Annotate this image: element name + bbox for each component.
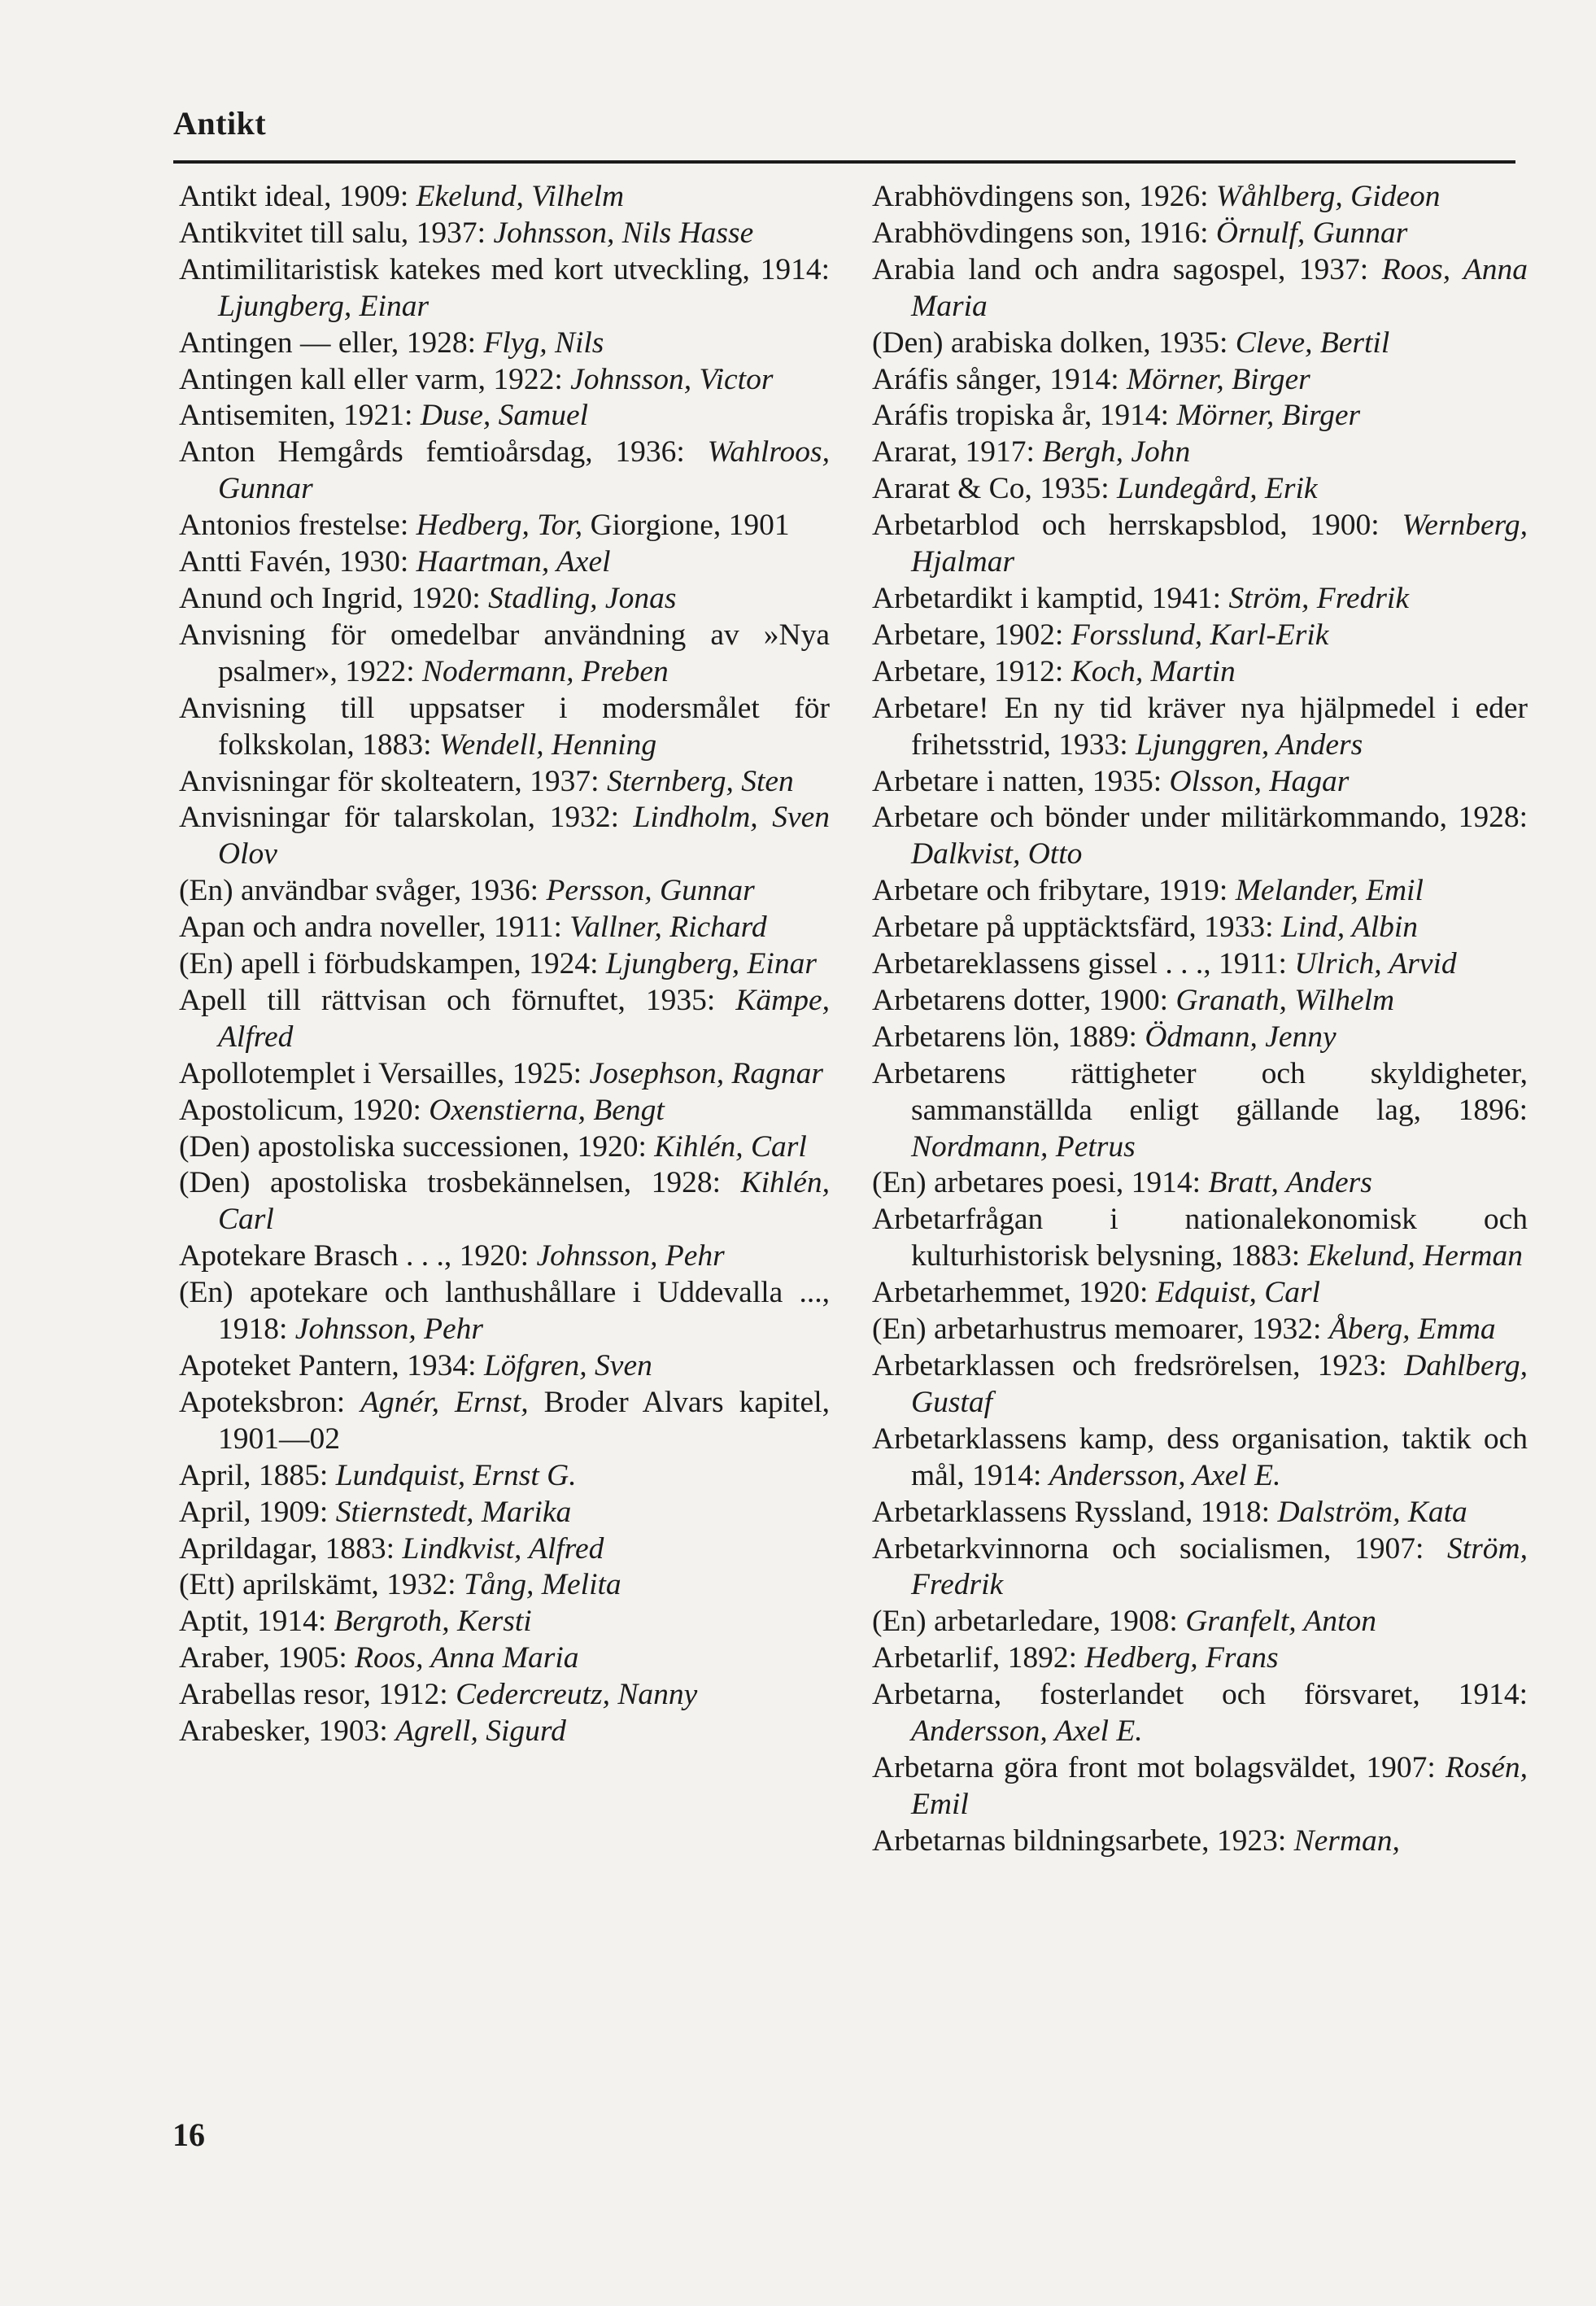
index-entry <box>872 1202 1528 1275</box>
entry-title: Apell till rättvisan och förnuftet, 1935: <box>179 983 736 1017</box>
entry-author: Rosén, Emil <box>911 1750 1528 1821</box>
index-entry <box>179 691 830 764</box>
index-entry <box>872 654 1528 691</box>
entry-author: Hedberg, Frans <box>1084 1641 1279 1675</box>
entry-title: Arbetarlif, 1892: <box>872 1641 1085 1675</box>
index-entry <box>179 1531 830 1568</box>
entry-title: Arbetarfrågan i nationalekonomisk och kulturhistorisk belysning, 1883: <box>872 1203 1528 1273</box>
entry-title: Anvisningar för skolteatern, 1937: <box>179 764 607 798</box>
index-entry <box>179 435 830 508</box>
entry-author: Mörner, Birger <box>1176 399 1361 433</box>
entry-title: (En) arbetarhustrus memoarer, 1932: <box>872 1312 1329 1347</box>
index-entry <box>179 1604 830 1640</box>
index-entry <box>872 179 1528 216</box>
index-entry <box>872 618 1528 654</box>
index-entry <box>872 1312 1528 1348</box>
entry-author: Nerman, <box>1293 1823 1400 1858</box>
entry-author: Forsslund, Karl-Erik <box>1071 618 1329 652</box>
entry-title: (Den) apostoliska trosbekännelsen, 1928: <box>179 1166 741 1200</box>
entry-author: Oxenstierna, Bengt <box>429 1093 665 1127</box>
entry-author: Wendell, Henning <box>438 727 657 762</box>
entry-title: Anton Hemgårds femtioårsdag, 1936: <box>179 435 708 469</box>
index-entry <box>179 362 830 399</box>
page-number: 16 <box>172 2116 205 2153</box>
entry-title: Aráfis tropiska år, 1914: <box>872 399 1177 433</box>
page-header: Antikt <box>173 105 267 142</box>
entry-author: Mörner, Birger <box>1127 362 1310 396</box>
entry-title: Apotekare Brasch . . ., 1920: <box>179 1239 537 1273</box>
entry-title: Anund och Ingrid, 1920: <box>179 581 489 615</box>
index-entry <box>179 252 830 325</box>
entry-tail: Broder Alvars kapitel, 1901—02 <box>218 1385 830 1456</box>
entry-author: Ljungberg, Einar <box>605 947 817 981</box>
index-entry <box>179 1714 830 1750</box>
index-entry <box>872 1422 1528 1495</box>
entry-author: Johnsson, Victor <box>570 362 774 396</box>
index-entry <box>872 508 1528 581</box>
entry-author: Roos, Anna Maria <box>355 1641 579 1675</box>
entry-title: (En) arbetarledare, 1908: <box>872 1605 1186 1639</box>
entry-author: Bergroth, Kersti <box>334 1605 532 1639</box>
index-entry <box>179 800 830 873</box>
index-entry <box>872 1495 1528 1531</box>
entry-title: Arbetarkvinnorna och socialismen, 1907: <box>872 1531 1448 1566</box>
entry-title: Ararat, 1917: <box>872 435 1043 469</box>
index-entry <box>179 398 830 435</box>
entry-author: Lindkvist, Alfred <box>402 1531 604 1566</box>
entry-author: Wåhlberg, Gideon <box>1215 180 1441 213</box>
entry-title: Antisemiten, 1921: <box>179 399 421 433</box>
entry-author: Olsson, Hagar <box>1169 764 1350 798</box>
entry-author: Bergh, John <box>1042 435 1191 469</box>
index-entry <box>872 216 1528 252</box>
entry-title: Antonios frestelse: <box>179 509 416 543</box>
entry-author: Persson, Gunnar <box>546 874 755 908</box>
index-entry <box>179 1677 830 1714</box>
index-entry <box>179 1238 830 1275</box>
entry-author: Josephson, Ragnar <box>589 1056 823 1090</box>
entry-title: Arbetare, 1902: <box>872 618 1071 652</box>
entry-author: Lundquist, Ernst G. <box>335 1458 577 1492</box>
entry-title: Aráfis sånger, 1914: <box>872 362 1127 396</box>
entry-title: (En) apotekare och lanthushållare i Uddevalla ..., 1918: <box>179 1276 830 1347</box>
entry-author: Dalkvist, Otto <box>911 837 1083 871</box>
index-entry <box>179 581 830 618</box>
entry-author: Johnsson, Pehr <box>294 1312 484 1347</box>
entry-title: Arbetarblod och herrskapsblod, 1900: <box>872 509 1402 543</box>
entry-author: Koch, Martin <box>1071 654 1236 688</box>
index-entry <box>179 873 830 910</box>
entry-author: Duse, Samuel <box>420 399 589 433</box>
entry-title: Antti Favén, 1930: <box>179 545 416 579</box>
entry-title: Apostolicum, 1920: <box>179 1093 430 1127</box>
entry-title: Arbetarklassens kamp, dess organisation, taktik och mål, 1914: <box>872 1422 1528 1492</box>
entry-author: Agrell, Sigurd <box>395 1714 566 1749</box>
entry-title: Aptit, 1914: <box>179 1605 334 1639</box>
entry-title: Arbetarna, fosterlandet och försvaret, 1914: <box>872 1678 1528 1712</box>
entry-title: Arabhövdingens son, 1926: <box>872 180 1216 213</box>
entry-title: Arbetare och bönder under militärkommando, 1928: <box>872 801 1528 835</box>
entry-author: Ekelund, Herman <box>1307 1239 1524 1273</box>
index-entry <box>179 618 830 691</box>
entry-title: Aprildagar, 1883: <box>179 1531 403 1566</box>
entry-title: Arbetardikt i kamptid, 1941: <box>872 581 1229 615</box>
index-entry <box>872 1348 1528 1422</box>
entry-title: Apan och andra noveller, 1911: <box>179 911 570 945</box>
entry-author: Ljungberg, Einar <box>218 289 430 323</box>
index-entry <box>179 1056 830 1093</box>
index-entry <box>179 1348 830 1385</box>
entry-title: (En) användbar svåger, 1936: <box>179 874 547 908</box>
entry-author: Johnsson, Pehr <box>536 1239 725 1273</box>
index-entry <box>179 1165 830 1238</box>
entry-author: Sternberg, Sten <box>606 764 794 798</box>
entry-author: Ulrich, Arvid <box>1294 947 1457 981</box>
entry-title: Arbetarens rättigheter och skyldigheter, sammanställda enligt gällande lag, 1896: <box>872 1056 1528 1127</box>
entry-author: Cedercreutz, Nanny <box>456 1678 698 1712</box>
entry-author: Löfgren, Sven <box>483 1349 652 1382</box>
index-entry <box>872 252 1528 325</box>
index-entry <box>872 873 1528 910</box>
index-entry <box>872 1531 1528 1605</box>
entry-title: Apoteksbron: <box>179 1385 361 1419</box>
entry-author: Flyg, Nils <box>483 325 604 360</box>
entry-title: Ararat & Co, 1935: <box>872 472 1117 506</box>
entry-title: April, 1909: <box>179 1495 336 1529</box>
entry-title: Antikt ideal, 1909: <box>179 180 416 213</box>
entry-title: Arbetarklassen och fredsrörelsen, 1923: <box>872 1349 1405 1382</box>
index-entry <box>872 691 1528 764</box>
entry-author: Melander, Emil <box>1235 874 1424 908</box>
entry-title: Arbetare, 1912: <box>872 654 1071 688</box>
index-entry <box>179 1458 830 1495</box>
index-entry <box>872 1020 1528 1056</box>
entry-author: Ström, Fredrik <box>911 1531 1528 1602</box>
entry-title: (En) arbetares poesi, 1914: <box>872 1166 1209 1200</box>
index-entry <box>872 1604 1528 1640</box>
entry-title: Araber, 1905: <box>179 1641 355 1675</box>
entry-title: Arbetarna göra front mot bolagsväldet, 1907: <box>872 1750 1446 1784</box>
index-entry <box>872 1165 1528 1202</box>
index-entry <box>872 946 1528 983</box>
entry-author: Johnsson, Nils Hasse <box>493 216 754 250</box>
entry-author: Nodermann, Preben <box>422 654 669 688</box>
entry-title: April, 1885: <box>179 1458 336 1492</box>
entry-author: Wernberg, Hjalmar <box>911 509 1528 579</box>
index-entry <box>872 362 1528 399</box>
index-entry <box>872 1640 1528 1677</box>
entry-author: Kihlén, Carl <box>654 1129 807 1164</box>
entry-author: Ström, Fredrik <box>1228 581 1409 615</box>
index-entry <box>179 983 830 1056</box>
entry-author: Kihlén, Carl <box>218 1166 830 1237</box>
entry-author: Nordmann, Petrus <box>911 1129 1136 1164</box>
entry-title: Anvisning till uppsatser i modersmålet för folkskolan, 1883: <box>179 691 830 762</box>
entry-author: Tång, Melita <box>463 1568 621 1602</box>
index-entry <box>179 764 830 801</box>
entry-title: Arbetarens lön, 1889: <box>872 1020 1145 1054</box>
entry-title: Anvisningar för talarskolan, 1932: <box>179 801 634 835</box>
index-entry <box>179 508 830 544</box>
entry-title: Arbetare i natten, 1935: <box>872 764 1170 798</box>
index-column-left <box>179 179 830 1750</box>
index-entry <box>872 1275 1528 1312</box>
index-entry <box>179 910 830 946</box>
entry-author: Ekelund, Vilhelm <box>416 180 625 213</box>
index-entry <box>872 398 1528 435</box>
entry-author: Cleve, Bertil <box>1235 325 1390 360</box>
entry-author: Dalström, Kata <box>1277 1495 1467 1529</box>
index-entry <box>872 764 1528 801</box>
entry-title: Arbetarens dotter, 1900: <box>872 983 1176 1017</box>
index-entry <box>179 1385 830 1458</box>
index-entry <box>872 910 1528 946</box>
entry-title: Apollotemplet i Versailles, 1925: <box>179 1056 590 1090</box>
entry-title: Arbetarklassens Ryssland, 1918: <box>872 1495 1278 1529</box>
entry-author: Stadling, Jonas <box>488 581 677 615</box>
header-rule <box>173 160 1515 164</box>
index-entry <box>872 983 1528 1020</box>
entry-author: Lindholm, Sven Olov <box>218 801 830 871</box>
index-entry <box>872 435 1528 471</box>
entry-tail: Giorgione, 1901 <box>582 509 790 543</box>
index-entry <box>872 1677 1528 1750</box>
index-entry <box>179 216 830 252</box>
index-entry <box>872 1823 1528 1860</box>
entry-title: Arbetare och fribytare, 1919: <box>872 874 1236 908</box>
entry-author: Lundegård, Erik <box>1117 472 1318 506</box>
entry-author: Dahlberg, Gustaf <box>911 1349 1528 1419</box>
entry-title: Apoteket Pantern, 1934: <box>179 1349 484 1382</box>
entry-title: Arbetare! En ny tid kräver nya hjälpmedel i eder frihetsstrid, 1933: <box>872 691 1528 762</box>
entry-author: Andersson, Axel E. <box>1049 1458 1281 1492</box>
index-entry <box>872 800 1528 873</box>
entry-title: Anvisning för omedelbar användning av »Nya psalmer», 1922: <box>179 618 830 688</box>
index-entry <box>179 1129 830 1166</box>
index-entry <box>872 581 1528 618</box>
entry-title: (Ett) aprilskämt, 1932: <box>179 1568 464 1602</box>
entry-title: (Den) arabiska dolken, 1935: <box>872 325 1236 360</box>
index-entry <box>179 1567 830 1604</box>
entry-author: Örnulf, Gunnar <box>1215 216 1408 250</box>
entry-author: Bratt, Anders <box>1208 1166 1372 1200</box>
entry-title: Arabellas resor, 1912: <box>179 1678 456 1712</box>
entry-title: Arabia land och andra sagospel, 1937: <box>872 252 1382 286</box>
entry-author: Roos, Anna Maria <box>911 252 1528 323</box>
index-entry <box>179 1275 830 1348</box>
index-column-right <box>872 179 1528 1860</box>
index-entry <box>872 1056 1528 1166</box>
index-entry <box>179 179 830 216</box>
entry-title: Arbetare på upptäcktsfärd, 1933: <box>872 911 1281 945</box>
entry-title: Antingen — eller, 1928: <box>179 325 484 360</box>
entry-title: Antimilitaristisk katekes med kort utveckling, 1914: <box>179 252 830 286</box>
index-entry <box>179 946 830 983</box>
entry-title: Arbetarnas bildningsarbete, 1923: <box>872 1823 1294 1858</box>
entry-author: Edquist, Carl <box>1155 1276 1320 1310</box>
entry-author: Andersson, Axel E. <box>911 1714 1143 1749</box>
entry-author: Granfelt, Anton <box>1185 1605 1376 1639</box>
entry-author: Ödmann, Jenny <box>1145 1020 1337 1054</box>
entry-title: Antikvitet till salu, 1937: <box>179 216 494 250</box>
entry-author: Åberg, Emma <box>1328 1312 1496 1347</box>
entry-author: Stiernstedt, Marika <box>335 1495 572 1529</box>
entry-title: Arbetareklassens gissel . . ., 1911: <box>872 947 1295 981</box>
index-entry <box>872 325 1528 362</box>
entry-author: Hedberg, Tor, <box>416 509 583 543</box>
index-entry <box>179 325 830 362</box>
entry-author: Wahlroos, Gunnar <box>218 435 830 506</box>
entry-author: Haartman, Axel <box>416 545 611 579</box>
entry-author: Lind, Albin <box>1280 911 1419 945</box>
entry-author: Ljunggren, Anders <box>1136 727 1363 762</box>
entry-title: Arabesker, 1903: <box>179 1714 396 1749</box>
index-entry <box>872 1750 1528 1823</box>
entry-title: Arabhövdingens son, 1916: <box>872 216 1216 250</box>
entry-title: Antingen kall eller varm, 1922: <box>179 362 571 396</box>
entry-title: (En) apell i förbudskampen, 1924: <box>179 947 606 981</box>
entry-author: Agnér, Ernst, <box>360 1385 529 1419</box>
entry-author: Vallner, Richard <box>569 911 767 945</box>
entry-author: Kämpe, Alfred <box>218 983 830 1054</box>
index-entry <box>179 1093 830 1129</box>
entry-title: Arbetarhemmet, 1920: <box>872 1276 1156 1310</box>
index-entry <box>179 544 830 581</box>
entry-title: (Den) apostoliska successionen, 1920: <box>179 1129 655 1164</box>
index-entry <box>179 1495 830 1531</box>
entry-author: Granath, Wilhelm <box>1175 983 1395 1017</box>
index-entry <box>872 471 1528 508</box>
index-entry <box>179 1640 830 1677</box>
